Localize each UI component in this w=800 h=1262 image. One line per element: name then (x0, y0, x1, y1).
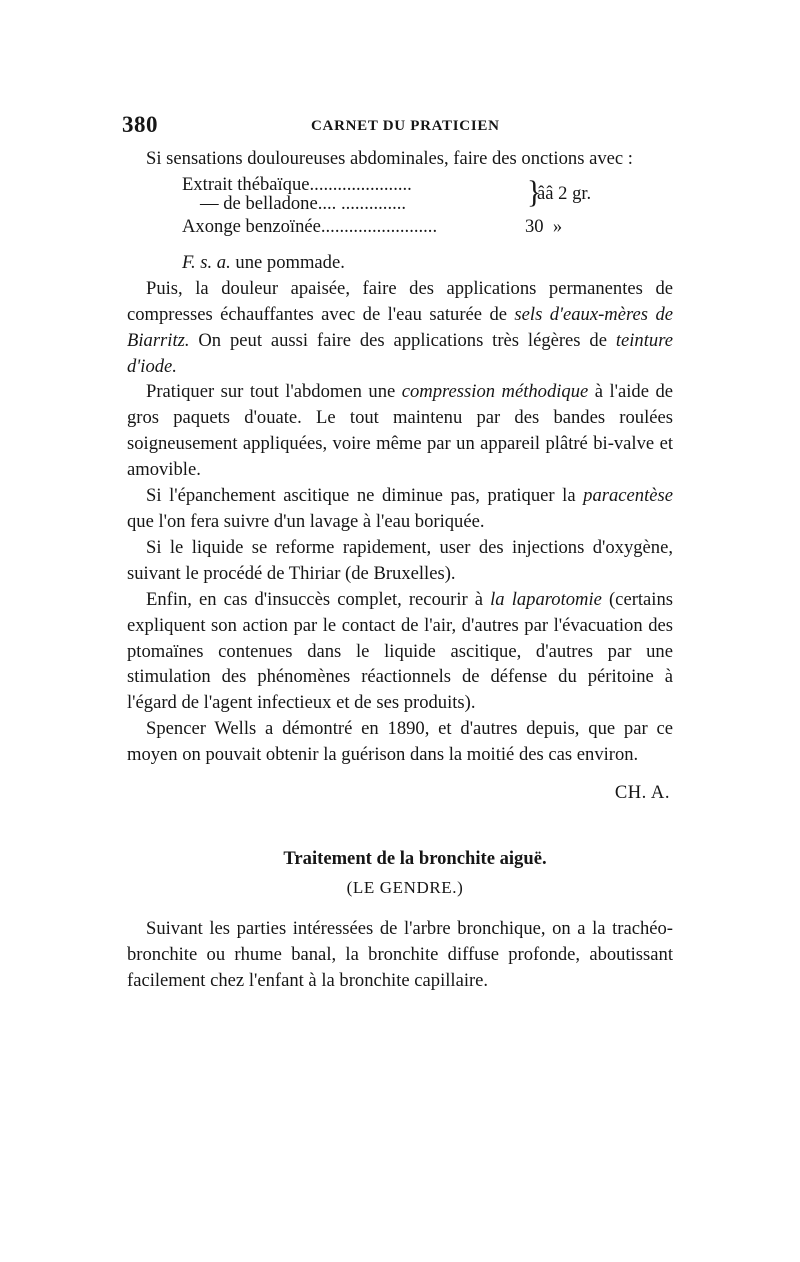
text-run: Pratiquer sur tout l'abdomen une (146, 381, 402, 403)
italic-term: la laparotomie (490, 588, 602, 610)
paragraph-compresses (127, 276, 673, 380)
text-run: que l'on fera suivre d'un lavage à l'eau boriquée. (127, 510, 485, 532)
running-head (122, 112, 673, 146)
paragraph-compression (127, 379, 673, 483)
intro-paragraph: Si sensations douloureuses abdominales, faire des onctions avec : (146, 148, 633, 169)
book-page (122, 112, 674, 994)
formula-dose-shared: ââ 2 gr. (537, 182, 592, 204)
formula-line-belladone: — de belladone.... .............. (200, 192, 407, 214)
section-author: (LE GENDRE.) (346, 878, 464, 898)
prescription-formula (127, 172, 673, 250)
italic-term: sels d'eaux-mères de Biarritz. (127, 303, 673, 351)
text-run: On peut aussi faire des applications très légères de (189, 329, 616, 351)
text-run: Puis, la douleur apaisée, faire des applications permanentes de compresses échauffantes avec de l'eau saturée de (127, 277, 673, 325)
italic-term: paracentèse (583, 485, 673, 507)
formula-line-extrait: Extrait thébaïque...................... (182, 173, 412, 195)
author-signature: CH. A. (614, 782, 670, 804)
page-number: 380 (122, 112, 158, 137)
formula-brace: } (527, 175, 542, 210)
paragraph-oxygene: Si le liquide se reforme rapidement, user des injections d'oxygène, suivant le procédé de Thiriar (de Bruxelles). (127, 536, 673, 584)
paragraph-laparotomie (127, 587, 673, 717)
running-title: CARNET DU PRATICIEN (311, 118, 500, 134)
paragraph-paracentese (127, 483, 673, 535)
italic-term: teinture d'iode. (127, 329, 673, 377)
prescription-instruction (127, 250, 673, 276)
formula-line-axonge: Axonge benzoïnée......................... (182, 215, 438, 237)
text-run: Enfin, en cas d'insuccès complet, recourir à (146, 588, 491, 610)
paragraph-spencer-wells: Spencer Wells a démontré en 1890, et d'autres depuis, que par ce moyen on pouvait obtenir la guérison dans la moitié des cas environ. (127, 718, 673, 766)
formula-dose-axonge: 30 » (525, 215, 563, 237)
text-run: Si l'épanchement ascitique ne diminue pas, pratiquer la (146, 485, 584, 507)
prescription-rest: une pommade. (230, 251, 345, 273)
paragraph-bronchite: Suivant les parties intéressées de l'arbre bronchique, on a la trachéo-bronchite ou rhume banal, la bronchite diffuse profonde, aboutissant facilement chez l'enfant à la bronchite capillaire. (127, 918, 673, 991)
text-run: (certains expliquent son action par le contact de l'air, d'autres par l'évacuation des ptomaïnes contenues dans le liquide ascitique, d'autres par une stimulation des phénomènes réactionnels de défense du péritoine à l'égard de l'agent infectieux et de ses produits). (127, 588, 674, 714)
section-title: Traitement de la bronchite aiguë. (283, 848, 547, 870)
prescription-prefix: F. s. a. (182, 251, 231, 273)
text-run: à l'aide de gros paquets d'ouate. Le tout maintenu par des bandes roulées soigneusement appliquées, voire même par un appareil plâtré bi-valve et amovible. (127, 381, 674, 481)
italic-term: compression méthodique (401, 381, 589, 403)
